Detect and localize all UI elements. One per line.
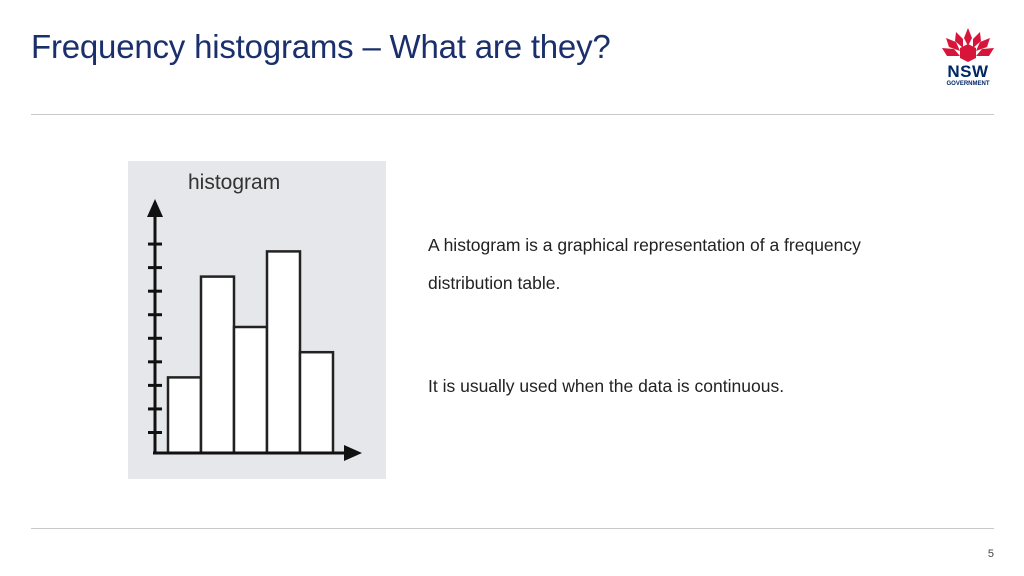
histogram-bar (300, 352, 333, 453)
header-divider (31, 114, 994, 115)
slide-title: Frequency histograms – What are they? (31, 28, 611, 65)
histogram-bar (168, 377, 201, 453)
logo-nsw-text: NSW (947, 62, 989, 81)
histogram-bar (234, 327, 267, 453)
x-axis-arrow-icon (344, 445, 362, 461)
footer-divider (31, 528, 994, 529)
histogram-bar (201, 277, 234, 453)
definition-paragraph: A histogram is a graphical representation of a frequency distribution table. (428, 235, 861, 293)
histogram-figure (128, 161, 386, 479)
y-axis-arrow-icon (147, 199, 163, 217)
usage-paragraph: It is usually used when the data is continuous. (428, 376, 785, 396)
histogram-chart (128, 161, 386, 479)
logo-government-text: GOVERNMENT (946, 81, 990, 87)
page-number: 5 (987, 548, 994, 560)
nsw-government-logo (938, 26, 998, 90)
chart-title: histogram (188, 171, 281, 194)
waratah-icon (938, 26, 998, 64)
histogram-bar (267, 251, 300, 453)
